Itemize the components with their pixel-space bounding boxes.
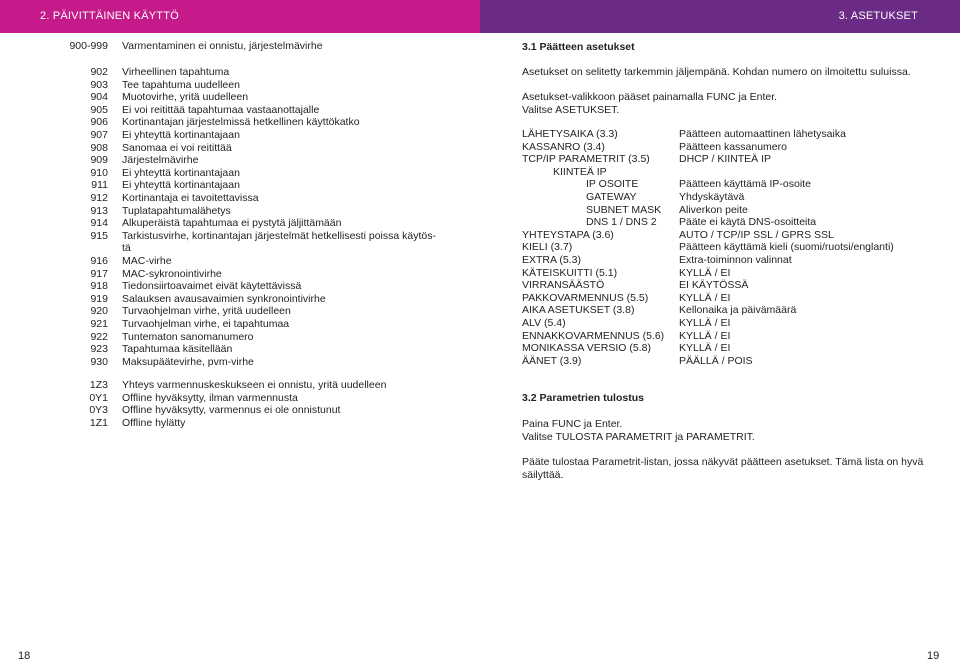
code-description: Ei voi reitittää tapahtumaa vastaanottajalle	[122, 103, 320, 116]
code-number: 0Y1	[89, 391, 108, 404]
code-number: 916	[90, 255, 108, 267]
settings-intro-1: Asetukset on selitetty tarkemmin jäljempänä. Kohdan numero on ilmoitettu suluissa.	[522, 66, 911, 78]
code-description: Kortinantajan järjestelmissä hetkellinen käyttökatko	[122, 116, 360, 129]
code-description: Sanomaa ei voi reitittää	[122, 141, 232, 154]
setting-label: DNS 1 / DNS 2	[586, 216, 657, 229]
page-number-left: 18	[18, 650, 31, 662]
setting-label: MONIKASSA VERSIO (5.8)	[522, 342, 651, 355]
code-description: Järjestelmävirhe	[122, 154, 199, 167]
setting-label: KÄTEISKUITTI (5.1)	[522, 266, 618, 279]
setting-value: KYLLÄ / EI	[679, 266, 731, 279]
code-description: Muotovirhe, yritä uudelleen	[122, 91, 249, 104]
setting-value: EI KÄYTÖSSÄ	[679, 279, 749, 292]
range-code: 900-999	[69, 40, 108, 52]
code-number: 909	[90, 154, 108, 167]
settings-intro-2: Asetukset-valikkoon pääset painamalla FUNC ja Enter.	[522, 91, 778, 103]
print-line-1: Paina FUNC ja Enter.	[522, 418, 623, 430]
setting-label: AIKA ASETUKSET (3.8)	[522, 304, 635, 317]
setting-value: Extra-toiminnon valinnat	[679, 254, 792, 266]
setting-value: KYLLÄ / EI	[679, 342, 731, 355]
code-number: 914	[90, 217, 108, 230]
section-title-settings: 3.1 Päätteen asetukset	[522, 41, 635, 53]
setting-label: ÄÄNET (3.9)	[522, 354, 582, 367]
code-number: 906	[90, 116, 108, 129]
page-number-right: 19	[927, 650, 940, 662]
code-number: 915	[90, 229, 108, 242]
code-description-cont: tä	[122, 242, 131, 255]
code-number: 919	[90, 292, 108, 305]
print-line-2: Valitse TULOSTA PARAMETRIT ja PARAMETRIT.	[522, 431, 755, 443]
code-number: 1Z3	[89, 379, 108, 391]
code-number: 921	[90, 318, 108, 330]
code-number: 902	[90, 66, 108, 78]
setting-label: PAKKOVARMENNUS (5.5)	[522, 291, 649, 304]
setting-label: IP OSOITE	[586, 178, 639, 191]
code-description: Tiedonsiirtoavaimet eivät käytettävissä	[122, 280, 302, 293]
code-number: 910	[90, 166, 108, 179]
setting-value: PÄÄLLÄ / POIS	[679, 354, 753, 367]
setting-value: Kellonaika ja päivämäärä	[679, 304, 797, 317]
code-description: Turvaohjelman virhe, yritä uudelleen	[122, 305, 291, 318]
setting-label: SUBNET MASK	[586, 203, 662, 216]
code-description: Turvaohjelman virhe, ei tapahtumaa	[122, 318, 290, 330]
code-number: 930	[90, 355, 108, 368]
section-title-print: 3.2 Parametrien tulostus	[522, 392, 644, 404]
setting-label: EXTRA (5.3)	[522, 254, 581, 266]
header-left-band	[0, 0, 480, 33]
setting-label: YHTEYSTAPA (3.6)	[522, 228, 614, 241]
print-paragraph-2: säilyttää.	[522, 469, 564, 481]
code-description: Ei yhteyttä kortinantajaan	[122, 166, 240, 179]
setting-value: Päätteen automaattinen lähetysaika	[679, 128, 846, 140]
setting-value: DHCP / KIINTEÄ IP	[679, 153, 771, 166]
setting-label: VIRRANSÄÄSTÖ	[522, 279, 605, 292]
code-number: 917	[90, 267, 108, 280]
code-number: 920	[90, 305, 108, 318]
setting-label: GATEWAY	[586, 191, 637, 203]
code-number: 1Z1	[89, 417, 108, 430]
code-number: 0Y3	[89, 404, 108, 417]
code-description: Offline hyväksytty, ilman varmennusta	[122, 391, 298, 404]
setting-value: Päätteen käyttämä IP-osoite	[679, 178, 811, 191]
code-description: Maksupäätevirhe, pvm-virhe	[122, 355, 254, 368]
code-description: MAC-sykronointivirhe	[122, 267, 222, 280]
header-left-title: 2. PÄIVITTÄINEN KÄYTTÖ	[40, 10, 179, 22]
code-description: Kortinantaja ei tavoitettavissa	[122, 192, 259, 204]
code-description: Tapahtumaa käsitellään	[122, 343, 233, 356]
code-description: Tarkistusvirhe, kortinantajan järjestelmät hetkellisesti poissa käytös-	[122, 229, 436, 242]
setting-value: Päätteen käyttämä kieli (suomi/ruotsi/englanti)	[679, 241, 894, 254]
code-description: Ei yhteyttä kortinantajaan	[122, 179, 240, 192]
setting-label: LÄHETYSAIKA (3.3)	[522, 128, 618, 140]
range-text: Varmentaminen ei onnistu, järjestelmävirhe	[122, 40, 323, 52]
setting-value: Päätteen kassanumero	[679, 140, 787, 153]
setting-value: KYLLÄ / EI	[679, 291, 731, 304]
header-right-title: 3. ASETUKSET	[838, 10, 918, 22]
code-description: Salauksen avausavaimien synkronointivirhe	[122, 292, 326, 305]
code-description: MAC-virhe	[122, 255, 172, 267]
code-number: 913	[90, 204, 108, 217]
setting-label: ALV (5.4)	[522, 317, 566, 329]
code-description: Virheellinen tapahtuma	[122, 66, 230, 78]
code-description: Tuntematon sanomanumero	[122, 330, 254, 343]
code-number: 912	[90, 192, 108, 204]
header-right-band	[480, 0, 960, 33]
setting-value: Pääte ei käytä DNS-osoitteita	[679, 216, 817, 229]
code-description: Yhteys varmennuskeskukseen ei onnistu, yritä uudelleen	[122, 379, 387, 391]
setting-value: Yhdyskäytävä	[679, 191, 745, 203]
setting-label: KASSANRO (3.4)	[522, 140, 605, 153]
code-number: 904	[90, 91, 108, 104]
code-description: Ei yhteyttä kortinantajaan	[122, 129, 240, 141]
code-description: Tee tapahtuma uudelleen	[122, 78, 240, 91]
code-number: 908	[90, 141, 108, 154]
code-description: Offline hylätty	[122, 417, 186, 430]
code-number: 923	[90, 343, 108, 356]
setting-label: KIELI (3.7)	[522, 241, 573, 254]
setting-value: KYLLÄ / EI	[679, 329, 731, 342]
setting-value: KYLLÄ / EI	[679, 317, 731, 329]
code-number: 918	[90, 280, 108, 293]
code-description: Alkuperäistä tapahtumaa ei pystytä jäljittämään	[122, 217, 342, 230]
code-number: 907	[90, 129, 108, 141]
setting-value: AUTO / TCP/IP SSL / GPRS SSL	[679, 228, 834, 241]
code-description: Offline hyväksytty, varmennus ei ole onnistunut	[122, 404, 341, 417]
setting-label: TCP/IP PARAMETRIT (3.5)	[522, 153, 650, 166]
setting-value: Aliverkon peite	[679, 203, 748, 216]
code-number: 911	[91, 179, 108, 192]
print-paragraph-1: Pääte tulostaa Parametrit-listan, jossa näkyvät päätteen asetukset. Tämä lista on hyvä	[522, 456, 924, 468]
code-description: Tuplatapahtumalähetys	[122, 204, 231, 217]
code-number: 905	[90, 103, 108, 116]
code-number: 922	[90, 330, 108, 343]
code-number: 903	[90, 78, 108, 91]
setting-label: ENNAKKOVARMENNUS (5.6)	[522, 329, 665, 342]
settings-intro-3: Valitse ASETUKSET.	[522, 104, 620, 116]
setting-label: KIINTEÄ IP	[553, 165, 607, 178]
